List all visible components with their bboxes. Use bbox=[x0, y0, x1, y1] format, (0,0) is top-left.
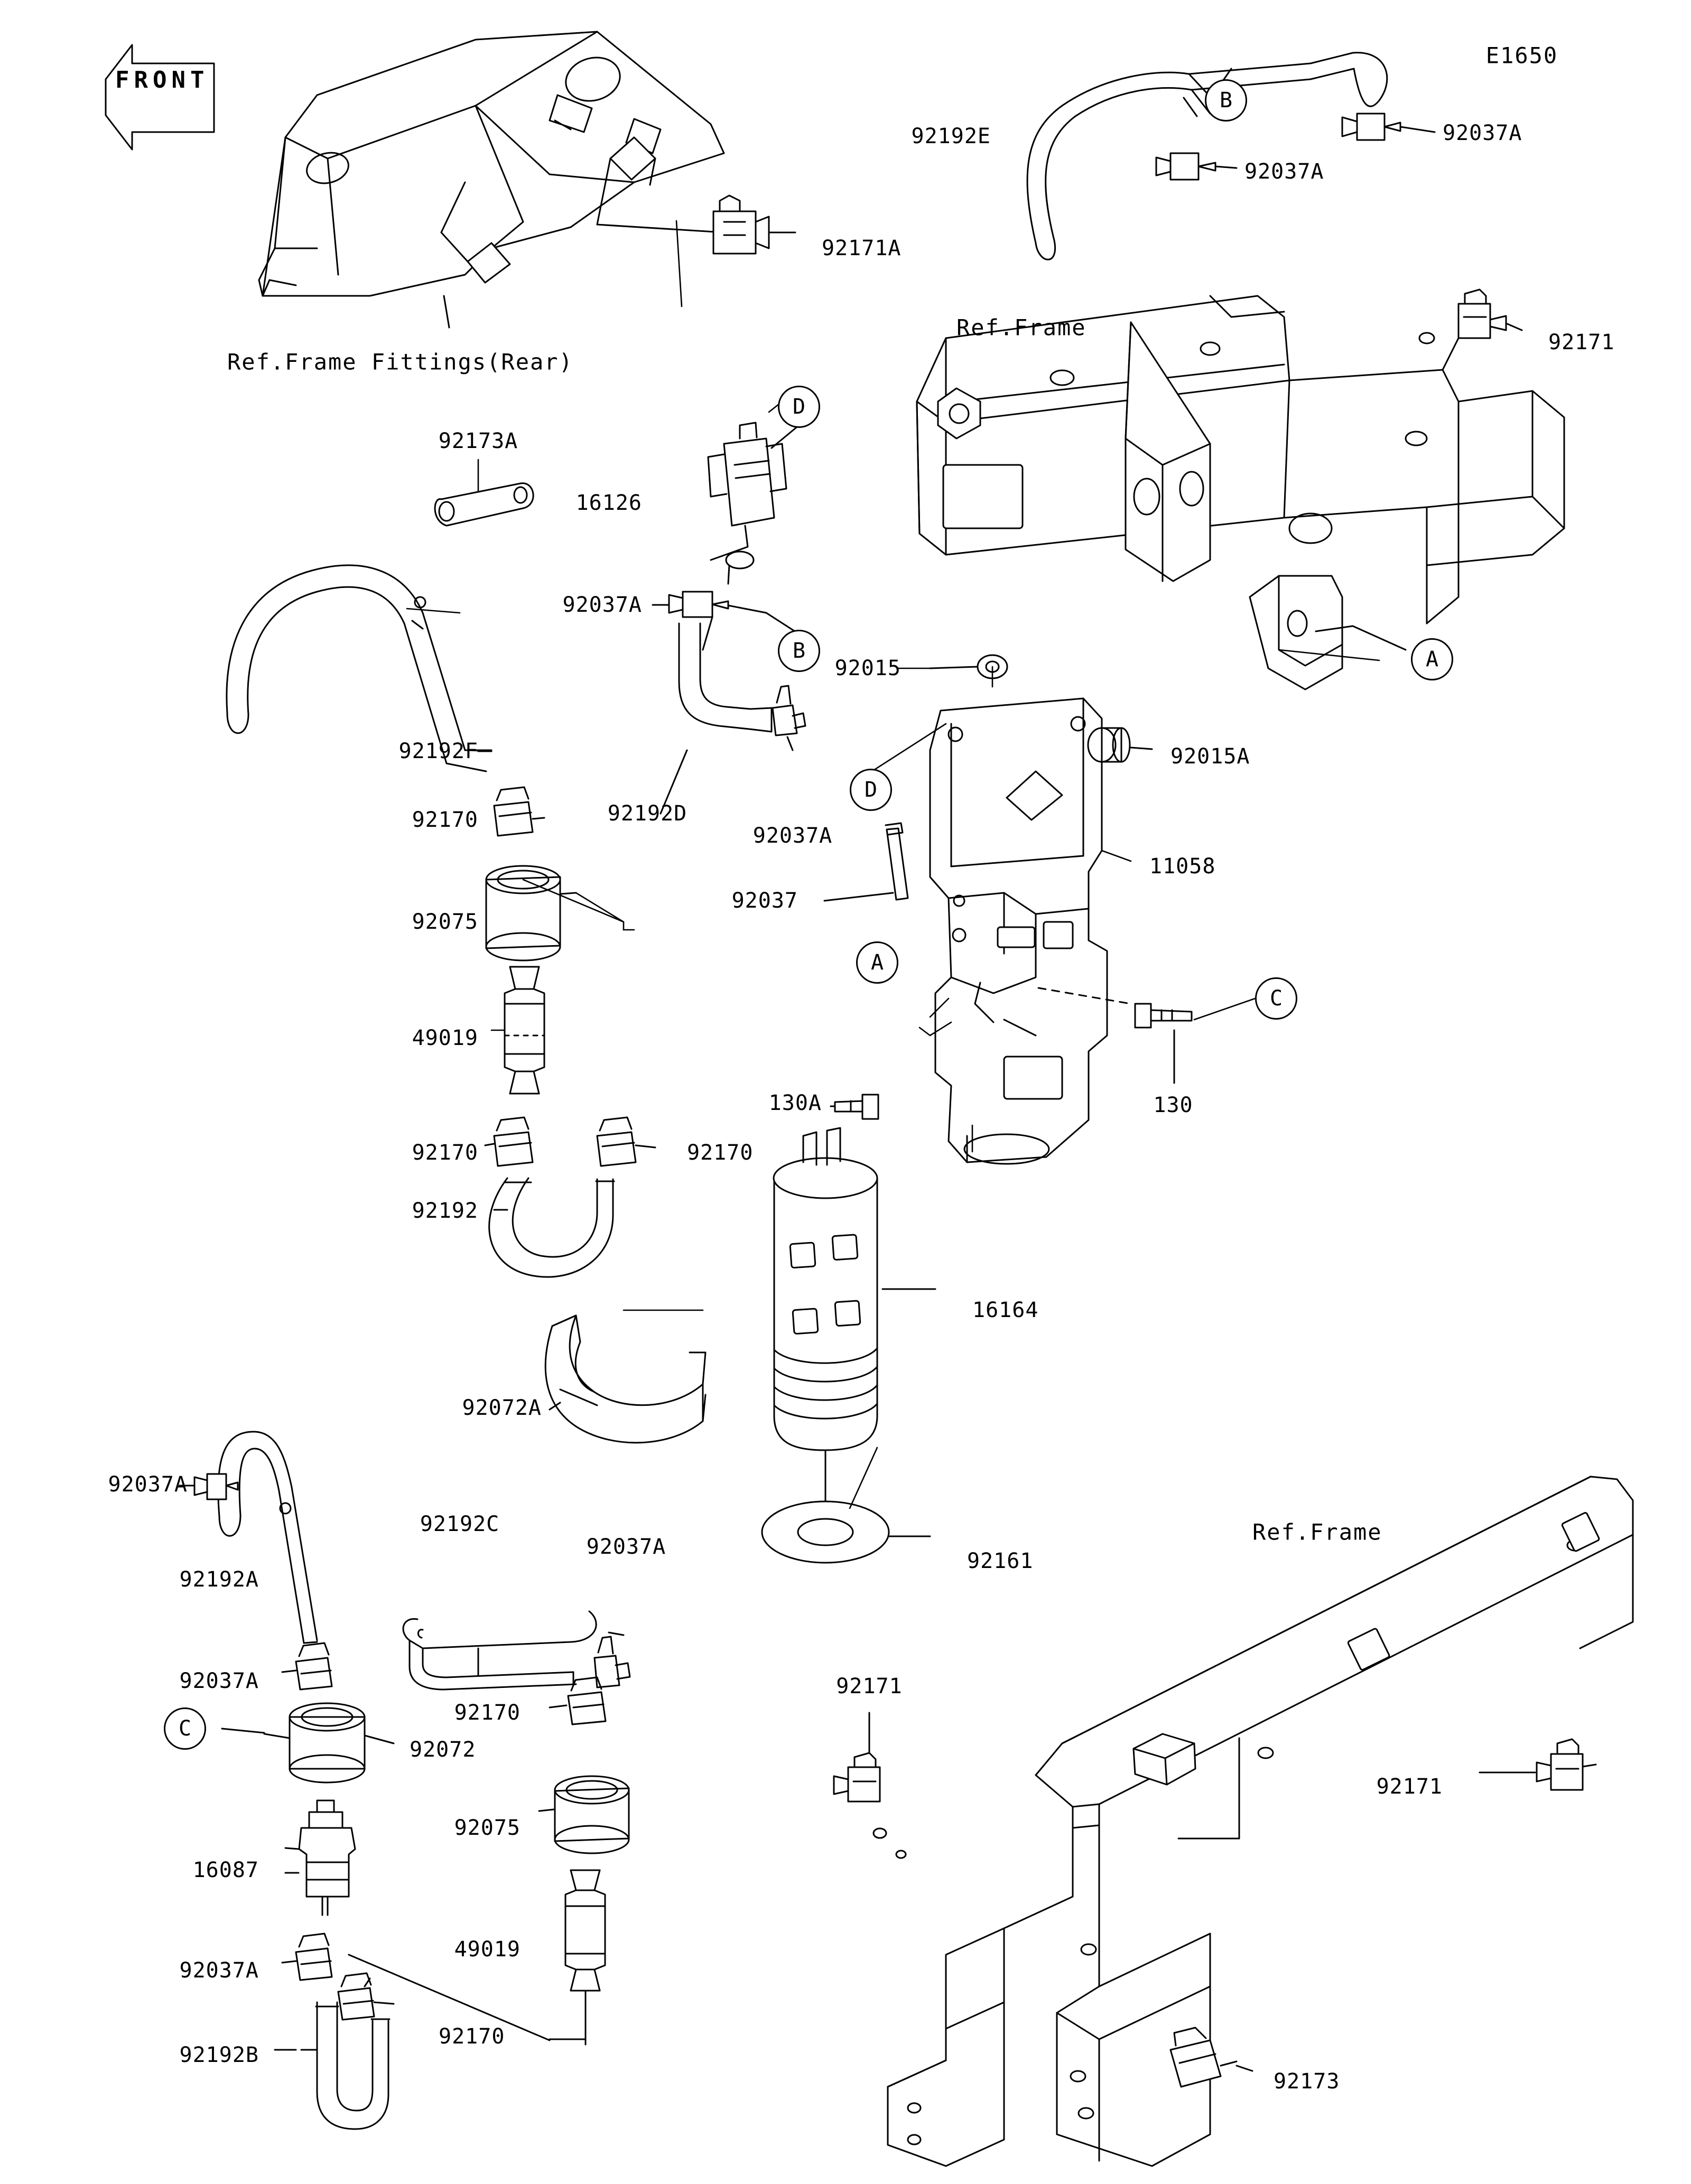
part-92075-upper-holder bbox=[486, 866, 576, 960]
callout-92037A-lower-left: 92037A bbox=[108, 1472, 188, 1497]
callout-92037A-92072: 92037A bbox=[179, 1669, 259, 1693]
front-arrow-label: FRONT bbox=[115, 67, 209, 94]
callout-92170-upper: 92170 bbox=[412, 808, 478, 832]
frame-rail-lower-right bbox=[834, 1477, 1633, 2166]
callout-16164: 16164 bbox=[972, 1298, 1039, 1322]
balloon-A-right: A bbox=[1411, 638, 1453, 680]
callout-11058: 11058 bbox=[1149, 854, 1216, 879]
callout-49019-upper: 49019 bbox=[412, 1026, 478, 1050]
callout-92037A-top-right: 92037A bbox=[1443, 121, 1522, 145]
callout-92173A: 92173A bbox=[438, 429, 518, 453]
callout-130: 130 bbox=[1153, 1093, 1193, 1117]
balloon-D-top: D bbox=[778, 386, 820, 428]
hose-92192-lower-u bbox=[489, 1178, 614, 1277]
callout-92072A: 92072A bbox=[462, 1396, 542, 1420]
callout-92072: 92072 bbox=[410, 1738, 476, 1762]
part-92072A-band bbox=[545, 1315, 705, 1443]
rear-frame-fitting-illustration bbox=[259, 32, 795, 328]
clamp-92170-bottom bbox=[338, 1973, 394, 2020]
callout-92037A-92192D: 92037A bbox=[752, 824, 833, 848]
callout-92192: 92192 bbox=[412, 1199, 478, 1223]
callout-92171-lower-left: 92171 bbox=[836, 1674, 903, 1698]
balloon-B-top: B bbox=[1205, 79, 1247, 122]
callout-92037: 92037 bbox=[731, 889, 798, 913]
callout-92192F: 92192F bbox=[398, 739, 478, 763]
clamp-92037A-92192C bbox=[594, 1637, 630, 1687]
clamp-92170-upper bbox=[494, 787, 544, 836]
callout-92170-left-lower: 92170 bbox=[412, 1141, 478, 1165]
bracket-11058 bbox=[930, 698, 1131, 1164]
clamp-92173-bottom bbox=[1170, 2028, 1237, 2087]
balloon-C-lower: C bbox=[164, 1707, 206, 1750]
clamp-92037A-valve bbox=[669, 592, 728, 617]
callout-92192B: 92192B bbox=[179, 2043, 259, 2067]
caption-ref-frame-right: Ref.Frame bbox=[1252, 1519, 1382, 1545]
leader-lines bbox=[407, 82, 1379, 1508]
callout-49019-lower: 49019 bbox=[454, 1937, 521, 1962]
part-130-bolt bbox=[1135, 1004, 1192, 1083]
callout-92037A-top-mid: 92037A bbox=[1244, 160, 1324, 184]
callout-92170-right-lower: 92170 bbox=[687, 1141, 754, 1165]
clamp-92171-top-right bbox=[1458, 290, 1506, 338]
callout-92170-92192C: 92170 bbox=[454, 1701, 521, 1725]
callout-92171-lower-right: 92171 bbox=[1376, 1775, 1443, 1799]
hose-92192A bbox=[180, 1432, 332, 1690]
callout-92161: 92161 bbox=[967, 1549, 1034, 1573]
callout-92015: 92015 bbox=[834, 656, 901, 680]
callout-92192A: 92192A bbox=[179, 1567, 259, 1592]
part-92072-holder bbox=[222, 1703, 394, 1782]
caption-ref-frame-top: Ref.Frame bbox=[956, 314, 1086, 341]
part-16087-fuel-pump bbox=[285, 1800, 355, 1915]
clamp-92037A-92192A-lower bbox=[282, 1643, 332, 1690]
callout-92037A-92192C: 92037A bbox=[586, 1535, 666, 1559]
callout-92170-bottom: 92170 bbox=[439, 2024, 505, 2049]
part-92015-washer bbox=[930, 655, 1007, 678]
callout-92192E: 92192E bbox=[911, 124, 991, 148]
callout-92192D: 92192D bbox=[607, 801, 687, 826]
clamp-92171A bbox=[713, 195, 769, 254]
hose-92192B bbox=[275, 2002, 389, 2129]
part-16164-canister bbox=[774, 1128, 935, 1506]
callout-92192C: 92192C bbox=[420, 1512, 500, 1536]
callout-92171A: 92171A bbox=[822, 236, 902, 260]
balloon-D-mid: D bbox=[850, 769, 892, 811]
callout-92075-upper: 92075 bbox=[412, 910, 478, 934]
clamp-92171-lower-left bbox=[834, 1753, 880, 1802]
callout-92173: 92173 bbox=[1274, 2069, 1340, 2094]
clamp-92037A-92192D bbox=[773, 686, 805, 735]
part-92075-lower-holder bbox=[539, 1776, 629, 1853]
clamp-92170-right-lower bbox=[597, 1117, 655, 1166]
clamp-92170-left-lower bbox=[485, 1117, 533, 1166]
clamp-92037A-top-right bbox=[1342, 114, 1400, 140]
callout-92037A-bottom: 92037A bbox=[179, 1958, 259, 1983]
callout-92037A-16126: 92037A bbox=[562, 593, 642, 617]
callout-92171-top-right: 92171 bbox=[1548, 330, 1615, 354]
frame-assembly-top-right bbox=[917, 290, 1564, 689]
clamp-92037A-top-mid bbox=[1156, 153, 1215, 180]
part-92173A-plate bbox=[435, 483, 533, 526]
clamp-92037A-bottom bbox=[282, 1934, 332, 1980]
balloon-A-mid: A bbox=[856, 941, 898, 984]
part-92037-pin bbox=[824, 823, 908, 901]
balloon-C-right: C bbox=[1255, 977, 1297, 1020]
part-16126-valve bbox=[653, 423, 799, 650]
part-92161-grommet bbox=[762, 1501, 930, 1563]
caption-ref-frame-fittings-rear: Ref.Frame Fittings(Rear) bbox=[227, 349, 573, 375]
front-direction-indicator bbox=[90, 32, 217, 132]
part-49019-fuel-filter-upper bbox=[505, 967, 544, 1094]
callout-92075-lower: 92075 bbox=[454, 1816, 521, 1840]
callout-130A: 130A bbox=[768, 1091, 822, 1115]
balloon-B-mid: B bbox=[778, 630, 820, 672]
clamp-92037A-92192A-top bbox=[194, 1474, 238, 1499]
sheet-number: E1650 bbox=[1485, 42, 1558, 69]
callout-16087: 16087 bbox=[192, 1858, 259, 1882]
part-130A-bolt bbox=[831, 1095, 878, 1119]
callout-92015A: 92015A bbox=[1170, 744, 1250, 769]
callout-16126: 16126 bbox=[575, 491, 642, 515]
clamp-92171-lower-right bbox=[1537, 1739, 1596, 1790]
